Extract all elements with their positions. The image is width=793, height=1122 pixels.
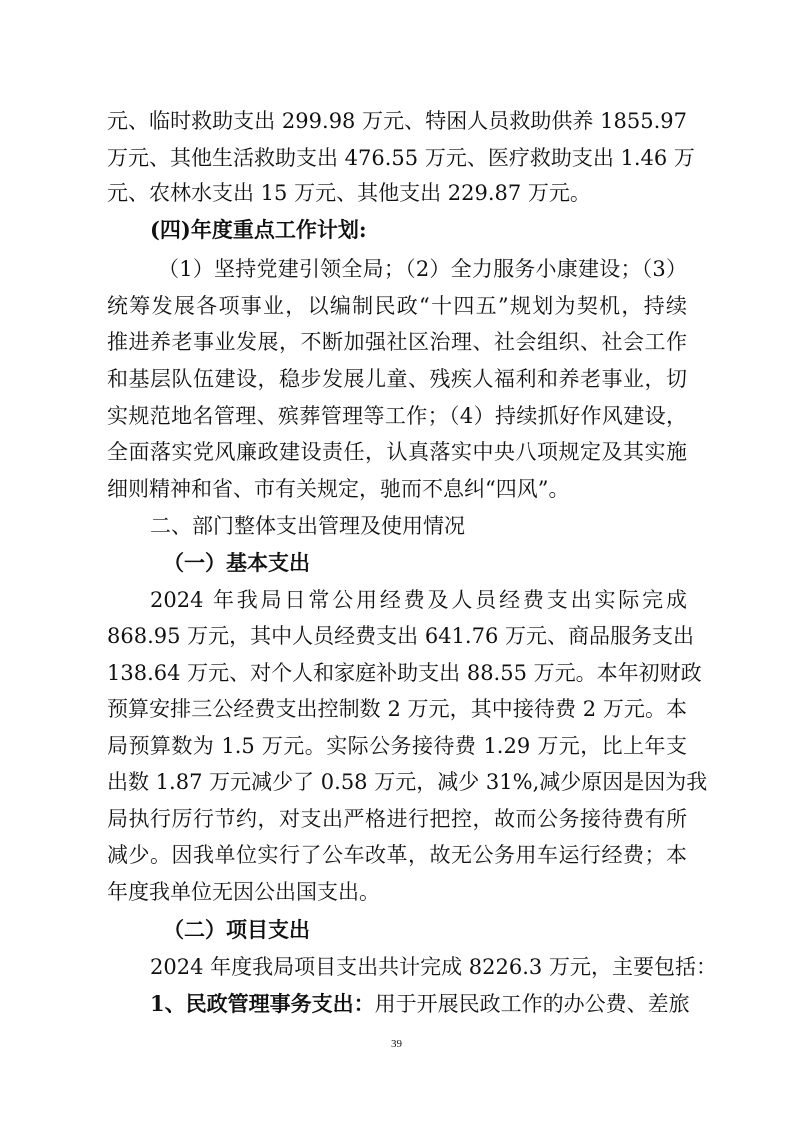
text-run: 用于开展民政工作的办公费、差旅: [374, 992, 690, 1016]
text-line: 年度我单位无因公出国支出。: [107, 880, 380, 904]
text-line: 2024 年我局日常公用经费及人员经费支出实际完成: [150, 588, 687, 612]
text-line: 万元、其他生活救助支出 476.55 万元、医疗救助支出 1.46 万: [107, 146, 695, 170]
text-line: 实规范地名管理、殡葬管理等工作；（4）持续抓好作风建设，: [107, 404, 687, 428]
text-line: 出数 1.87 万元减少了 0.58 万元，减少 31%,减少原因是因为我: [107, 770, 708, 794]
text-line: 预算安排三公经费支出控制数 2 万元，其中接待费 2 万元。本: [107, 697, 687, 721]
section-heading: 二、部门整体支出管理及使用情况: [150, 514, 465, 538]
text-line: 138.64 万元、对个人和家庭补助支出 88.55 万元。本年初财政: [107, 661, 702, 685]
page-number: 39: [391, 1038, 402, 1050]
section-heading: (四)年度重点工作计划:: [150, 217, 367, 242]
subsection-heading: （二）项目支出: [163, 917, 310, 942]
subsection-heading: （一）基本支出: [163, 550, 310, 575]
text-line: 统筹发展各项事业，以编制民政“十四五”规划为契机，持续: [107, 294, 687, 318]
text-line: 全面落实党风廉政建设责任，认真落实中央八项规定及其实施: [107, 440, 687, 464]
text-line: 2024 年度我局项目支出共计完成 8226.3 万元，主要包括：: [150, 955, 717, 979]
text-line: （1）坚持党建引领全局；（2）全力服务小康建设；（3）: [158, 257, 687, 281]
text-line: 减少。因我单位实行了公车改革，故无公务用车运行经费；本: [107, 843, 687, 867]
text-line: 和基层队伍建设，稳步发展儿童、残疾人福利和养老事业，切: [107, 367, 687, 391]
bold-lead-in: 1、民政管理事务支出：: [150, 991, 375, 1016]
text-line: 868.95 万元，其中人员经费支出 641.76 万元、商品服务支出: [107, 624, 694, 648]
text-line: 细则精神和省、市有关规定，驰而不息纠“四风”。: [107, 477, 570, 501]
text-line: 局预算数为 1.5 万元。实际公务接待费 1.29 万元，比上年支: [107, 734, 687, 758]
text-line: [150, 987, 690, 1021]
text-line: 推进养老事业发展，不断加强社区治理、社会组织、社会工作: [107, 330, 687, 354]
text-line: 局执行厉行节约，对支出严格进行把控，故而公务接待费有所: [107, 807, 687, 831]
text-line: 元、临时救助支出 299.98 万元、特困人员救助供养 1855.97: [107, 109, 687, 133]
text-line: 元、农林水支出 15 万元、其他支出 229.87 万元。: [107, 181, 591, 205]
